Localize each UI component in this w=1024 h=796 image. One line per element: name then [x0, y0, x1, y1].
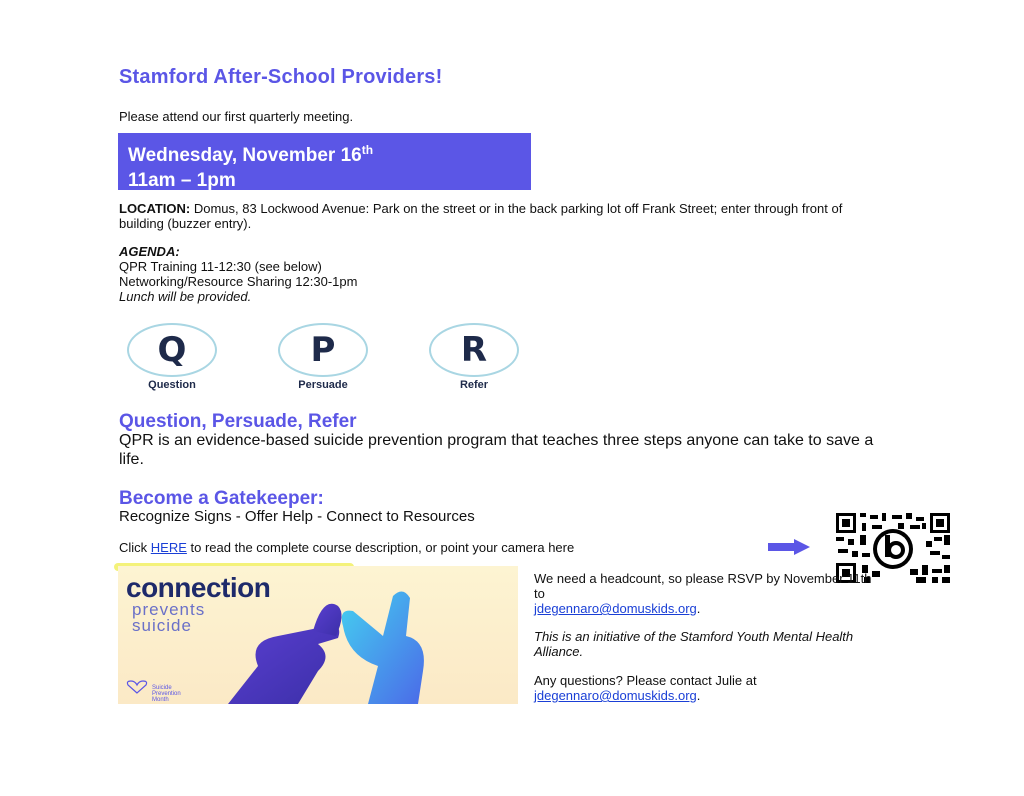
qpr-label: Persuade — [298, 379, 348, 391]
campaign-poster — [118, 566, 518, 704]
course-link-line — [119, 540, 574, 555]
contact-period: . — [696, 688, 701, 703]
arrow-right-icon — [768, 539, 810, 555]
qpr-heading: Question, Persuade, Refer — [119, 411, 357, 432]
qpr-icons — [124, 323, 524, 395]
qpr-label: Refer — [459, 379, 489, 391]
p-icon: P — [278, 323, 368, 377]
agenda-block — [119, 244, 357, 304]
poster-line: prevents — [132, 600, 206, 619]
q-icon: Q — [127, 323, 217, 377]
agenda-item: Networking/Resource Sharing 12:30-1pm — [119, 274, 358, 289]
gatekeeper-subtitle: Recognize Signs - Offer Help - Connect to Resources — [119, 508, 475, 525]
date-suffix: th — [361, 143, 374, 157]
here-link[interactable]: HERE — [150, 540, 187, 555]
qpr-description: QPR is an evidence-based suicide prevention program that teaches three steps anyone can take to save a life. — [119, 432, 874, 468]
contact-text: Any questions? Please contact Julie at — [534, 673, 757, 688]
agenda-item: QPR Training 11-12:30 (see below) — [119, 259, 322, 274]
gatekeeper-heading: Become a Gatekeeper: — [119, 488, 324, 509]
poster-line: suicide — [132, 616, 192, 635]
badge-line: Month — [152, 697, 169, 703]
poster-headline: connection — [126, 572, 271, 603]
contact-email-link[interactable]: jdegennaro@domuskids.org — [534, 688, 697, 703]
intro-text: Please attend our first quarterly meeting. — [119, 109, 354, 124]
qpr-persuade — [275, 323, 371, 391]
location-block — [119, 201, 879, 231]
poster-subtext — [132, 602, 205, 634]
pinky-promise-hands-icon — [218, 586, 518, 704]
badge-line: Suicide — [152, 685, 172, 691]
rsvp-period: . — [696, 601, 701, 616]
badge-line: Prevention — [152, 691, 181, 697]
time-text: 11am – 1pm — [128, 170, 236, 191]
location-text: Domus, 83 Lockwood Avenue: Park on the street or in the back parking lot off Frank Street; enter through front of building (buzzer entry). — [119, 201, 843, 231]
initiative-text: This is an initiative of the Stamford Youth Mental Health Alliance. — [534, 629, 854, 659]
agenda-heading: AGENDA: — [119, 244, 180, 259]
heart-hands-logo-icon — [126, 680, 148, 694]
qpr-label: Question — [148, 379, 196, 391]
poster-badge-text — [152, 685, 181, 703]
qpr-refer — [426, 323, 522, 391]
rsvp-email-link[interactable]: jdegennaro@domuskids.org — [534, 601, 697, 616]
contact-block — [534, 673, 874, 703]
location-label: LOCATION: — [119, 201, 191, 216]
page-title: Stamford After-School Providers! — [119, 66, 443, 88]
qpr-question — [124, 323, 220, 391]
rsvp-text: We need a headcount, so please RSVP by November 11th to — [534, 571, 872, 601]
agenda-note: Lunch will be provided. — [119, 289, 252, 304]
date-text: Wednesday, November 16 — [128, 145, 362, 166]
r-icon: R — [429, 323, 519, 377]
click-prefix: Click — [119, 540, 151, 555]
click-suffix: to read the complete course description, or point your camera here — [186, 540, 575, 555]
rsvp-block — [534, 571, 874, 616]
date-banner — [118, 133, 531, 190]
